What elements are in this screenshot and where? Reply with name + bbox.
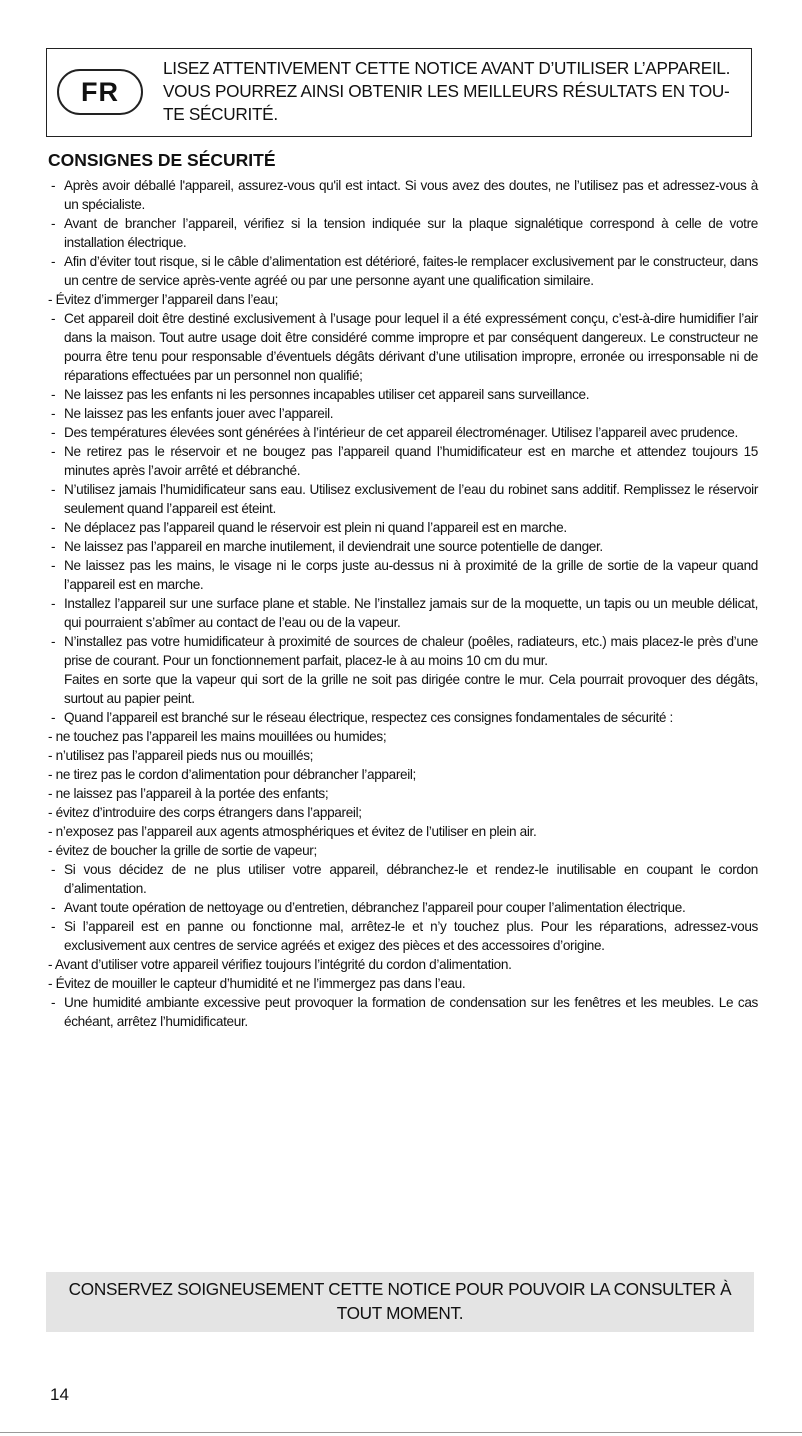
page-number: 14 — [50, 1385, 69, 1404]
list-item — [48, 746, 758, 765]
list-item-text: Afin d’éviter tout risque, si le câble d’alimentation est détérioré, faites-le remplacer exclusivement par le constructeur, dans un centre de service après-vente agréé ou par une personne ayant une qualification similaire. — [64, 254, 758, 288]
list-item — [48, 898, 758, 917]
list-item-text: Des températures élevées sont générées à l’intérieur de cet appareil électroménager. Utilisez l’appareil avec prudence. — [64, 425, 738, 440]
footer-line: TOUT MOMENT. — [336, 1303, 464, 1323]
list-item — [48, 765, 758, 784]
list-item — [48, 309, 758, 385]
bullet-dash: - — [51, 634, 56, 649]
bullet-dash: - — [51, 862, 56, 877]
header-line: LISEZ ATTENTIVEMENT CETTE NOTICE AVANT D’UTILISER L’APPAREIL. — [163, 58, 731, 78]
list-item — [48, 974, 758, 993]
list-item-text: - ne tirez pas le cordon d’alimentation pour débrancher l’appareil; — [48, 767, 416, 782]
list-item — [48, 822, 758, 841]
list-item — [48, 556, 758, 594]
list-item-text: - n’utilisez pas l’appareil pieds nus ou mouillés; — [48, 748, 314, 763]
list-item-text: N’installez pas votre humidificateur à proximité de sources de chaleur (poêles, radiateurs, etc.) mais placez-le près d’une prise de courant. Pour un fonctionnement parfait, placez-le à au moins 10 cm du mur. — [64, 634, 758, 668]
bullet-dash: - — [51, 425, 56, 440]
list-item — [48, 708, 758, 727]
section-title: CONSIGNES DE SÉCURITÉ — [48, 150, 276, 170]
list-item-text: Faites en sorte que la vapeur qui sort de la grille ne soit pas dirigée contre le mur. Cela pourrait provoquer des dégâts, surtout au papier peint. — [64, 672, 758, 706]
safety-instructions-list — [48, 176, 758, 1031]
list-item-text: Ne laissez pas les enfants jouer avec l’appareil. — [64, 406, 334, 421]
list-item — [48, 860, 758, 898]
list-item — [48, 442, 758, 480]
list-item-text: Ne laissez pas les enfants ni les personnes incapables utiliser cet appareil sans surveillance. — [64, 387, 590, 402]
bullet-dash: - — [51, 482, 56, 497]
bottom-rule — [0, 1432, 802, 1433]
list-item-text: - Avant d’utiliser votre appareil vérifiez toujours l’intégrité du cordon d’alimentation. — [48, 957, 512, 972]
bullet-dash: - — [51, 539, 56, 554]
list-item — [48, 518, 758, 537]
list-item-text: - évitez d’introduire des corps étrangers dans l’appareil; — [48, 805, 362, 820]
list-item — [48, 993, 758, 1031]
list-item-text: - ne laissez pas l’appareil à la portée des enfants; — [48, 786, 329, 801]
list-item — [48, 727, 758, 746]
footer-notice — [46, 1272, 754, 1332]
list-item-text: - évitez de boucher la grille de sortie de vapeur; — [48, 843, 317, 858]
list-item — [48, 290, 758, 309]
list-item-text: Quand l’appareil est branché sur le réseau électrique, respectez ces consignes fondamentales de sécurité : — [64, 710, 673, 725]
list-item-text: Cet appareil doit être destiné exclusivement à l’usage pour lequel il a été expressément conçu, c’est-à-dire humidifier l’air dans la maison. Tout autre usage doit être considéré comme impropre et par conséquent dangereux. Le constructeur ne pourra être tenu pour responsable d’éventuels dégâts dérivant d’une utilisation impropre, erronée ou irresponsable ni de réparations effectuées par un personnel non qualifié; — [64, 311, 758, 383]
list-item — [48, 841, 758, 860]
list-item — [48, 632, 758, 708]
list-item-text: - Évitez d’immerger l’appareil dans l’eau; — [48, 292, 279, 307]
bullet-dash: - — [51, 406, 56, 421]
bullet-dash: - — [51, 216, 56, 231]
header-box — [46, 48, 752, 137]
list-item-text: Ne laissez pas l’appareil en marche inutilement, il deviendrait une source potentielle de danger. — [64, 539, 603, 554]
list-item — [48, 404, 758, 423]
bullet-dash: - — [51, 178, 56, 193]
language-badge: FR — [57, 69, 143, 115]
list-item — [48, 917, 758, 955]
list-item-text: - n’exposez pas l’appareil aux agents atmosphériques et évitez de l’utiliser en plein air. — [48, 824, 537, 839]
bullet-dash: - — [51, 444, 56, 459]
list-item-text: Ne déplacez pas l’appareil quand le réservoir est plein ni quand l’appareil est en marche. — [64, 520, 567, 535]
list-item — [48, 214, 758, 252]
bullet-dash: - — [51, 995, 56, 1010]
bullet-dash: - — [51, 311, 56, 326]
list-item-text: Si l’appareil est en panne ou fonctionne mal, arrêtez-le et n’y touchez plus. Pour les réparations, adressez-vous exclusivement aux centres de service agréés et exigez des pièces et des accessoires d’origine. — [64, 919, 758, 953]
list-item-text: - ne touchez pas l’appareil les mains mouillées ou humides; — [48, 729, 387, 744]
list-item — [48, 480, 758, 518]
footer-line: CONSERVEZ SOIGNEUSEMENT CETTE NOTICE POUR POUVOIR LA CONSULTER À — [68, 1279, 732, 1299]
bullet-dash: - — [51, 596, 56, 611]
list-item — [48, 537, 758, 556]
list-item-text: Si vous décidez de ne plus utiliser votre appareil, débranchez-le et rendez-le inutilisable en coupant le cordon d’alimentation. — [64, 862, 758, 896]
list-item — [48, 955, 758, 974]
list-item-text: Une humidité ambiante excessive peut provoquer la formation de condensation sur les fenêtres et les meubles. Le cas échéant, arrêtez l’humidificateur. — [64, 995, 758, 1029]
bullet-dash: - — [51, 919, 56, 934]
list-item-text: Après avoir déballé l'appareil, assurez-vous qu'il est intact. Si vous avez des doutes, ne l’utilisez pas et adressez-vous à un spécialiste. — [64, 178, 758, 212]
list-item-text: Ne retirez pas le réservoir et ne bougez pas l’appareil quand l’humidificateur est en marche et attendez toujours 15 minutes après l’avoir arrêté et débranché. — [64, 444, 758, 478]
bullet-dash: - — [51, 387, 56, 402]
list-item-text: Avant de brancher l’appareil, vérifiez si la tension indiquée sur la plaque signalétique correspond à celle de votre installation électrique. — [64, 216, 758, 250]
list-item — [48, 252, 758, 290]
list-item-text: - Évitez de mouiller le capteur d’humidité et ne l’immergez pas dans l’eau. — [48, 976, 466, 991]
bullet-dash: - — [51, 900, 56, 915]
list-item — [48, 803, 758, 822]
list-item-text: Avant toute opération de nettoyage ou d’entretien, débranchez l’appareil pour couper l’alimentation électrique. — [64, 900, 686, 915]
header-line: TE SÉCURITÉ. — [163, 104, 278, 124]
list-item — [48, 176, 758, 214]
header-text — [163, 57, 751, 126]
list-item — [48, 423, 758, 442]
list-item-text: Installez l’appareil sur une surface plane et stable. Ne l’installez jamais sur de la moquette, un tapis ou un meuble délicat, qui pourraient s’abîmer au contact de l’eau ou de la vapeur. — [64, 596, 758, 630]
list-item-text: Ne laissez pas les mains, le visage ni le corps juste au-dessus ni à proximité de la grille de sortie de la vapeur quand l’appareil est en marche. — [64, 558, 758, 592]
bullet-dash: - — [51, 710, 56, 725]
bullet-dash: - — [51, 558, 56, 573]
header-line: VOUS POURREZ AINSI OBTENIR LES MEILLEURS RÉSULTATS EN TOU- — [163, 81, 730, 101]
list-item — [48, 784, 758, 803]
list-item-text: N’utilisez jamais l’humidificateur sans eau. Utilisez exclusivement de l’eau du robinet sans additif. Remplissez le réservoir seulement quand l’appareil est éteint. — [64, 482, 758, 516]
list-item — [48, 594, 758, 632]
bullet-dash: - — [51, 520, 56, 535]
bullet-dash: - — [51, 254, 56, 269]
list-item — [48, 385, 758, 404]
